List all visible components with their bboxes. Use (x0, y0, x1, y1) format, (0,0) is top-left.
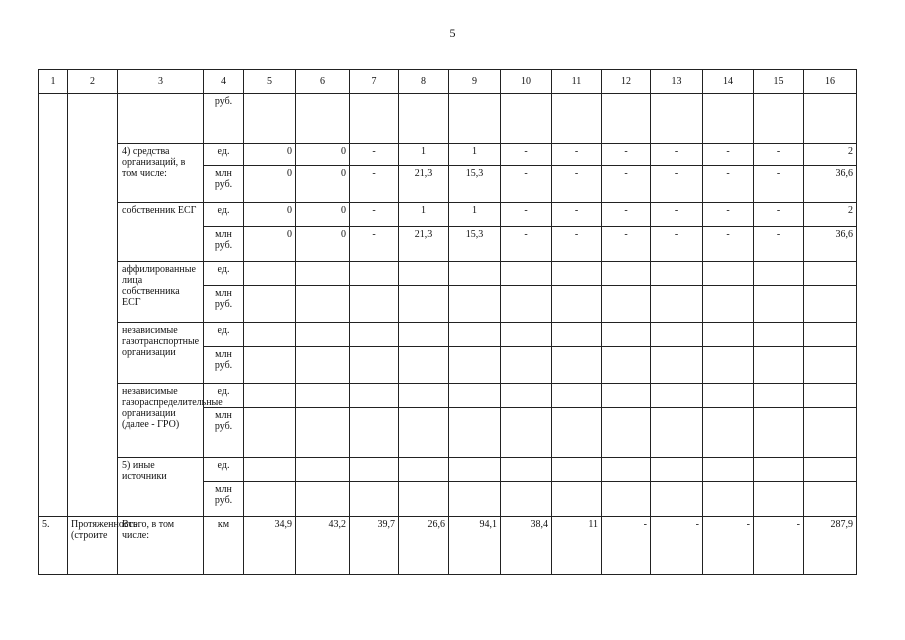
value-cell: - (350, 227, 399, 262)
header-cell: 13 (651, 70, 703, 94)
value-cell: - (651, 203, 703, 227)
header-cell: 1 (39, 70, 68, 94)
value-cell: 2 (804, 144, 857, 166)
unit-cell: ед. (204, 384, 244, 408)
unit-cell: ед. (204, 323, 244, 347)
value-cell: - (602, 203, 651, 227)
value-cell: - (501, 227, 552, 262)
value-cell: - (350, 166, 399, 203)
label-cell: собственник ЕСГ (118, 203, 204, 262)
value-cell: - (501, 144, 552, 166)
value-cell (651, 94, 703, 144)
value-cell: 11 (552, 517, 602, 575)
header-row (39, 70, 857, 94)
value-cell: 43,2 (296, 517, 350, 575)
table-row (39, 323, 857, 347)
value-cell: - (602, 517, 651, 575)
label-cell: независимые газораспределительные организации (далее - ГРО) (118, 384, 204, 458)
value-cell: 1 (449, 144, 501, 166)
value-cell: 1 (399, 144, 449, 166)
value-cell: 38,4 (501, 517, 552, 575)
value-cell: 36,6 (804, 227, 857, 262)
value-cell: - (754, 517, 804, 575)
unit-cell: ед. (204, 458, 244, 482)
header-cell: 3 (118, 70, 204, 94)
value-cell: 0 (296, 144, 350, 166)
value-cell (804, 94, 857, 144)
value-cell: - (651, 144, 703, 166)
value-cell: 287,9 (804, 517, 857, 575)
table-row (39, 262, 857, 286)
header-cell: 6 (296, 70, 350, 94)
value-cell (296, 94, 350, 144)
table-row (39, 203, 857, 227)
name-cell: Протяженность (строите (68, 517, 118, 575)
value-cell: 15,3 (449, 166, 501, 203)
table-row (39, 458, 857, 482)
data-table (38, 69, 856, 574)
value-cell: 0 (244, 144, 296, 166)
value-cell (399, 94, 449, 144)
unit-cell: ед. (204, 262, 244, 286)
unit-cell: руб. (204, 94, 244, 144)
value-cell: - (602, 166, 651, 203)
value-cell: - (501, 166, 552, 203)
label-cell (118, 94, 204, 144)
value-cell: - (602, 144, 651, 166)
value-cell: 1 (399, 203, 449, 227)
header-cell: 15 (754, 70, 804, 94)
value-cell: 0 (296, 227, 350, 262)
value-cell: - (552, 227, 602, 262)
value-cell: - (350, 203, 399, 227)
header-cell: 2 (68, 70, 118, 94)
unit-cell: млн руб. (204, 227, 244, 262)
value-cell: - (754, 144, 804, 166)
value-cell: 1 (449, 203, 501, 227)
value-cell: - (501, 203, 552, 227)
header-cell: 12 (602, 70, 651, 94)
value-cell: - (703, 144, 754, 166)
value-cell: - (651, 517, 703, 575)
unit-cell: млн руб. (204, 286, 244, 323)
header-cell: 4 (204, 70, 244, 94)
value-cell (501, 94, 552, 144)
header-cell: 14 (703, 70, 754, 94)
name-cell (68, 94, 118, 517)
value-cell: - (703, 227, 754, 262)
value-cell: - (651, 166, 703, 203)
header-cell: 16 (804, 70, 857, 94)
value-cell: 0 (244, 227, 296, 262)
header-cell: 11 (552, 70, 602, 94)
value-cell: - (552, 144, 602, 166)
value-cell: 15,3 (449, 227, 501, 262)
value-cell: 39,7 (350, 517, 399, 575)
value-cell: 2 (804, 203, 857, 227)
value-cell: 94,1 (449, 517, 501, 575)
value-cell: - (651, 227, 703, 262)
value-cell (703, 94, 754, 144)
header-cell: 7 (350, 70, 399, 94)
unit-cell: млн руб. (204, 408, 244, 458)
value-cell: - (754, 203, 804, 227)
unit-cell: млн руб. (204, 347, 244, 384)
value-cell (552, 94, 602, 144)
table-row (39, 94, 857, 144)
value-cell: 34,9 (244, 517, 296, 575)
value-cell (244, 94, 296, 144)
value-cell (350, 94, 399, 144)
value-cell: 0 (296, 166, 350, 203)
value-cell: 0 (244, 166, 296, 203)
table-row (39, 384, 857, 408)
value-cell: - (703, 203, 754, 227)
unit-cell: млн руб. (204, 166, 244, 203)
value-cell: 36,6 (804, 166, 857, 203)
value-cell: 21,3 (399, 166, 449, 203)
header-cell: 10 (501, 70, 552, 94)
value-cell (602, 94, 651, 144)
page-number: 5 (449, 26, 456, 40)
label-cell: аффилированные лица собственника ЕСГ (118, 262, 204, 323)
index-cell (39, 94, 68, 517)
value-cell: - (602, 227, 651, 262)
label-cell: независимые газотранспортные организации (118, 323, 204, 384)
value-cell (449, 94, 501, 144)
label-cell: 4) средства организаций, в том числе: (118, 144, 204, 203)
value-cell: - (552, 166, 602, 203)
unit-cell: млн руб. (204, 482, 244, 517)
label-cell: 5) иные источники (118, 458, 204, 517)
index-cell: 5. (39, 517, 68, 575)
table-row (39, 517, 857, 575)
label-cell: Всего, в том числе: (118, 517, 204, 575)
value-cell: - (754, 227, 804, 262)
header-cell: 5 (244, 70, 296, 94)
value-cell: 21,3 (399, 227, 449, 262)
unit-cell: ед. (204, 144, 244, 166)
header-cell: 8 (399, 70, 449, 94)
value-cell: - (350, 144, 399, 166)
value-cell: - (754, 166, 804, 203)
value-cell: - (552, 203, 602, 227)
unit-cell: км (204, 517, 244, 575)
value-cell: 0 (296, 203, 350, 227)
value-cell: 0 (244, 203, 296, 227)
value-cell: - (703, 517, 754, 575)
value-cell (754, 94, 804, 144)
table-row (39, 144, 857, 166)
value-cell: - (703, 166, 754, 203)
header-cell: 9 (449, 70, 501, 94)
value-cell: 26,6 (399, 517, 449, 575)
unit-cell: ед. (204, 203, 244, 227)
